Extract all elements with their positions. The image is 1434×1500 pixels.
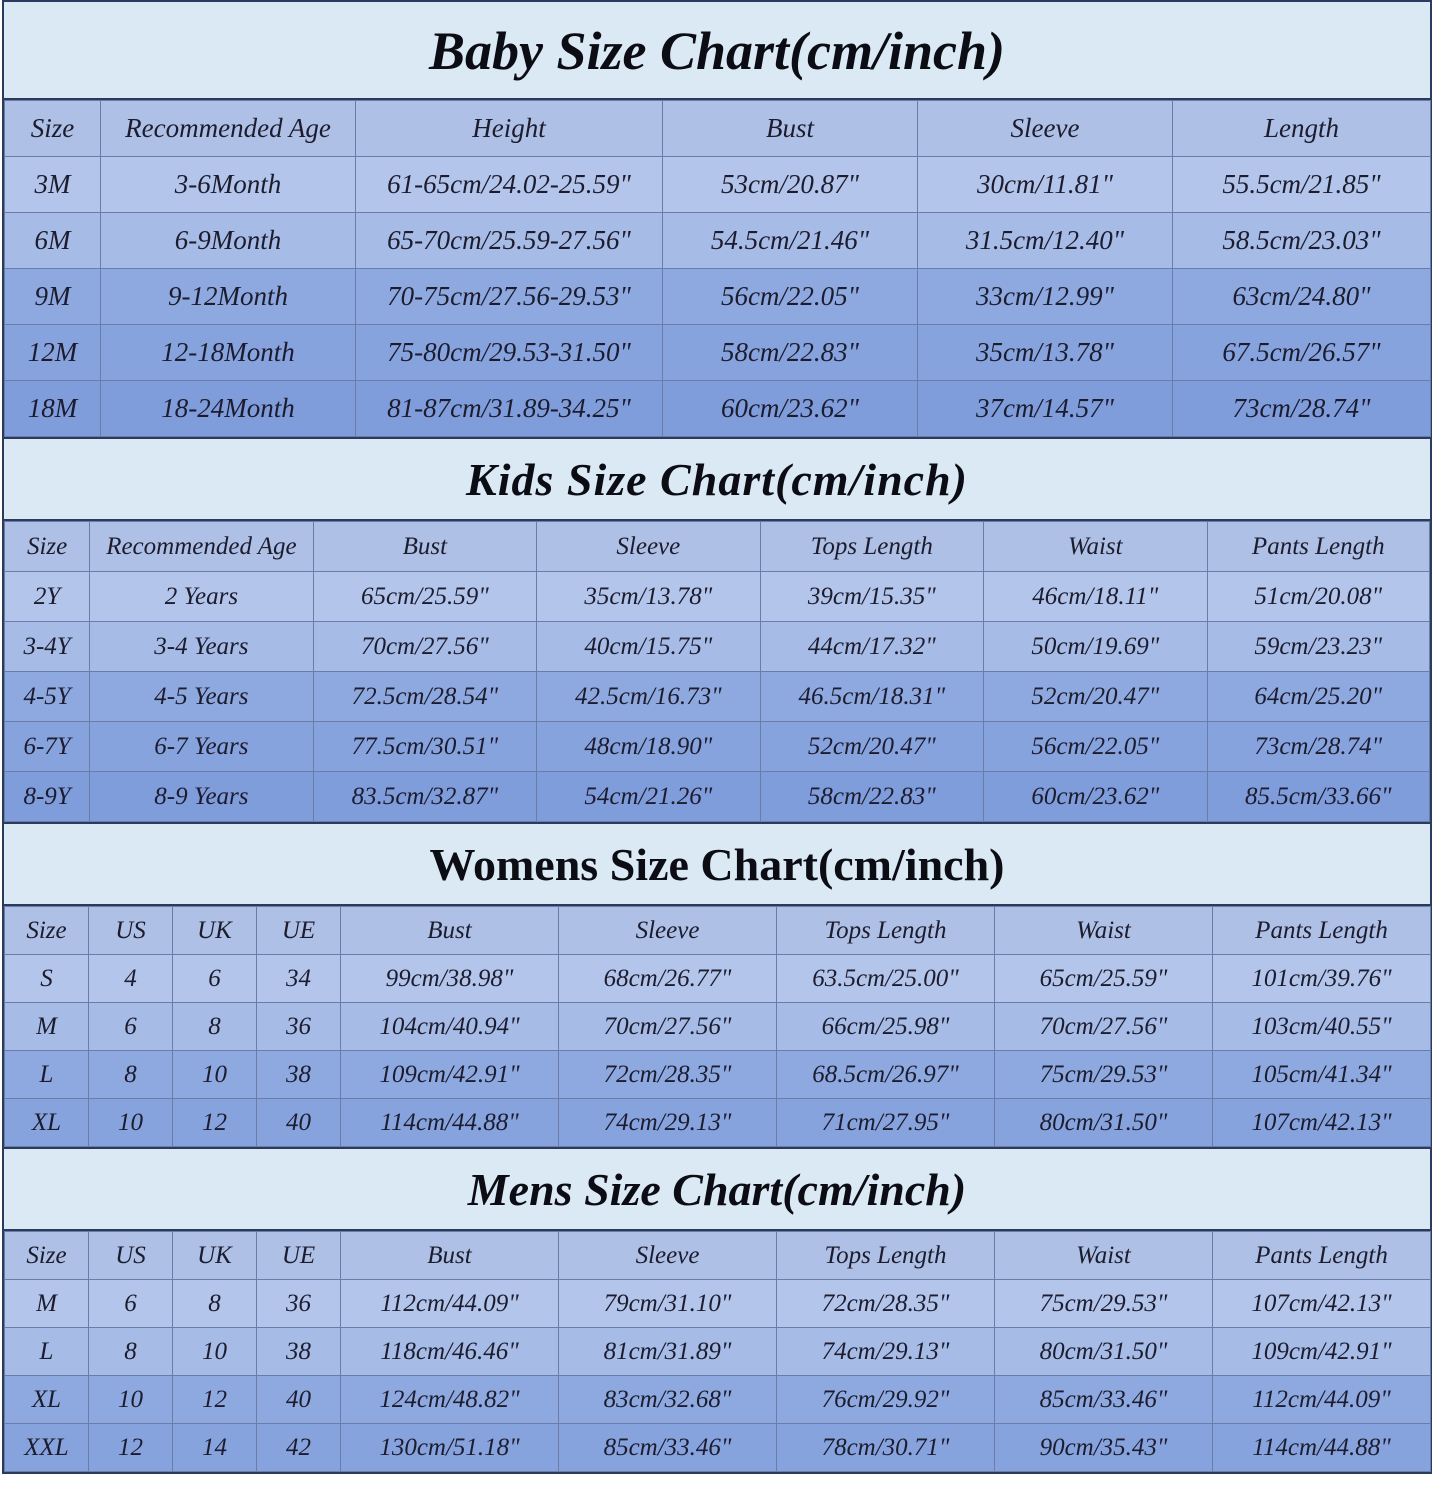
size-cell: L — [5, 1051, 89, 1099]
table-cell: 35cm/13.78" — [918, 325, 1173, 381]
table-row — [5, 157, 1431, 213]
column-header: UK — [173, 907, 257, 955]
table-cell: 3-4 Years — [90, 622, 313, 672]
table-cell: 31.5cm/12.40" — [918, 213, 1173, 269]
table-cell: 10 — [89, 1376, 173, 1424]
table-cell: 103cm/40.55" — [1213, 1003, 1431, 1051]
table-cell: 60cm/23.62" — [984, 772, 1207, 822]
table-row — [5, 1099, 1431, 1147]
column-header: Pants Length — [1207, 522, 1429, 572]
table-cell: 66cm/25.98" — [777, 1003, 995, 1051]
table-cell: 39cm/15.35" — [760, 572, 983, 622]
table-cell: 75cm/29.53" — [995, 1280, 1213, 1328]
column-header: UE — [257, 1232, 341, 1280]
table-cell: 42.5cm/16.73" — [537, 672, 760, 722]
table-cell: 37cm/14.57" — [918, 381, 1173, 437]
size-cell: 3M — [5, 157, 101, 213]
table-cell: 77.5cm/30.51" — [313, 722, 536, 772]
size-cell: 6-7Y — [5, 722, 90, 772]
column-header: US — [89, 907, 173, 955]
column-header: Sleeve — [559, 1232, 777, 1280]
kids-size-chart — [2, 437, 1432, 822]
table-cell: 53cm/20.87" — [663, 157, 918, 213]
table-cell: 8 — [173, 1003, 257, 1051]
table-cell: 40 — [257, 1099, 341, 1147]
table-cell: 81cm/31.89" — [559, 1328, 777, 1376]
table-cell: 72cm/28.35" — [559, 1051, 777, 1099]
table-cell: 112cm/44.09" — [1213, 1376, 1431, 1424]
column-header: Waist — [995, 1232, 1213, 1280]
size-cell: 4-5Y — [5, 672, 90, 722]
table-cell: 70cm/27.56" — [995, 1003, 1213, 1051]
column-header: US — [89, 1232, 173, 1280]
table-cell: 105cm/41.34" — [1213, 1051, 1431, 1099]
table-cell: 33cm/12.99" — [918, 269, 1173, 325]
table-cell: 107cm/42.13" — [1213, 1099, 1431, 1147]
column-header: Tops Length — [777, 1232, 995, 1280]
table-cell: 73cm/28.74" — [1207, 722, 1429, 772]
table-row — [5, 1424, 1431, 1472]
table-cell: 6 — [89, 1280, 173, 1328]
table-cell: 36 — [257, 1003, 341, 1051]
womens-header-row — [5, 907, 1431, 955]
womens-size-chart — [2, 822, 1432, 1147]
column-header: Height — [356, 101, 663, 157]
table-cell: 76cm/29.92" — [777, 1376, 995, 1424]
column-header: Tops Length — [777, 907, 995, 955]
table-cell: 54cm/21.26" — [537, 772, 760, 822]
table-cell: 83.5cm/32.87" — [313, 772, 536, 822]
column-header: Bust — [313, 522, 536, 572]
mens-size-chart — [2, 1147, 1432, 1474]
table-cell: 10 — [173, 1328, 257, 1376]
column-header: Tops Length — [760, 522, 983, 572]
kids-size-table — [4, 521, 1430, 822]
size-cell: L — [5, 1328, 89, 1376]
table-cell: 55.5cm/21.85" — [1173, 157, 1431, 213]
kids-chart-title: Kids Size Chart(cm/inch) — [4, 439, 1430, 521]
mens-header-row — [5, 1232, 1431, 1280]
column-header: Size — [5, 101, 101, 157]
table-cell: 46cm/18.11" — [984, 572, 1207, 622]
table-cell: 52cm/20.47" — [760, 722, 983, 772]
table-cell: 67.5cm/26.57" — [1173, 325, 1431, 381]
column-header: Length — [1173, 101, 1431, 157]
column-header: Size — [5, 1232, 89, 1280]
table-cell: 8 — [173, 1280, 257, 1328]
column-header: Size — [5, 907, 89, 955]
table-cell: 6-7 Years — [90, 722, 313, 772]
table-cell: 18-24Month — [101, 381, 356, 437]
table-cell: 118cm/46.46" — [341, 1328, 559, 1376]
table-row — [5, 1051, 1431, 1099]
size-cell: S — [5, 955, 89, 1003]
table-cell: 52cm/20.47" — [984, 672, 1207, 722]
table-cell: 65cm/25.59" — [313, 572, 536, 622]
table-cell: 2 Years — [90, 572, 313, 622]
table-cell: 79cm/31.10" — [559, 1280, 777, 1328]
size-cell: XL — [5, 1376, 89, 1424]
table-cell: 14 — [173, 1424, 257, 1472]
table-cell: 80cm/31.50" — [995, 1328, 1213, 1376]
table-cell: 10 — [89, 1099, 173, 1147]
table-cell: 48cm/18.90" — [537, 722, 760, 772]
column-header: Sleeve — [918, 101, 1173, 157]
table-cell: 35cm/13.78" — [537, 572, 760, 622]
table-cell: 70cm/27.56" — [559, 1003, 777, 1051]
table-cell: 4-5 Years — [90, 672, 313, 722]
size-cell: 6M — [5, 213, 101, 269]
baby-size-table — [4, 100, 1431, 437]
table-cell: 109cm/42.91" — [341, 1051, 559, 1099]
column-header: Size — [5, 522, 90, 572]
table-cell: 34 — [257, 955, 341, 1003]
table-cell: 56cm/22.05" — [663, 269, 918, 325]
size-cell: M — [5, 1280, 89, 1328]
table-cell: 68cm/26.77" — [559, 955, 777, 1003]
table-cell: 38 — [257, 1051, 341, 1099]
table-cell: 8-9 Years — [90, 772, 313, 822]
size-cell: 8-9Y — [5, 772, 90, 822]
mens-chart-title: Mens Size Chart(cm/inch) — [4, 1149, 1430, 1231]
table-cell: 64cm/25.20" — [1207, 672, 1429, 722]
table-row — [5, 1003, 1431, 1051]
table-row — [5, 1376, 1431, 1424]
table-cell: 85.5cm/33.66" — [1207, 772, 1429, 822]
table-row — [5, 722, 1430, 772]
column-header: Waist — [984, 522, 1207, 572]
table-cell: 10 — [173, 1051, 257, 1099]
table-cell: 99cm/38.98" — [341, 955, 559, 1003]
table-cell: 56cm/22.05" — [984, 722, 1207, 772]
table-cell: 73cm/28.74" — [1173, 381, 1431, 437]
table-cell: 124cm/48.82" — [341, 1376, 559, 1424]
table-cell: 59cm/23.23" — [1207, 622, 1429, 672]
table-cell: 63.5cm/25.00" — [777, 955, 995, 1003]
table-cell: 75-80cm/29.53-31.50" — [356, 325, 663, 381]
table-cell: 90cm/35.43" — [995, 1424, 1213, 1472]
baby-chart-title: Baby Size Chart(cm/inch) — [4, 2, 1430, 100]
table-cell: 71cm/27.95" — [777, 1099, 995, 1147]
table-cell: 85cm/33.46" — [995, 1376, 1213, 1424]
table-cell: 8 — [89, 1328, 173, 1376]
table-cell: 40cm/15.75" — [537, 622, 760, 672]
column-header: Bust — [341, 1232, 559, 1280]
column-header: Pants Length — [1213, 907, 1431, 955]
table-cell: 72cm/28.35" — [777, 1280, 995, 1328]
size-cell: M — [5, 1003, 89, 1051]
table-row — [5, 325, 1431, 381]
table-cell: 6 — [173, 955, 257, 1003]
table-cell: 58cm/22.83" — [760, 772, 983, 822]
table-cell: 65cm/25.59" — [995, 955, 1213, 1003]
table-cell: 12-18Month — [101, 325, 356, 381]
table-cell: 36 — [257, 1280, 341, 1328]
table-cell: 114cm/44.88" — [341, 1099, 559, 1147]
table-cell: 6 — [89, 1003, 173, 1051]
table-row — [5, 1280, 1431, 1328]
table-cell: 3-6Month — [101, 157, 356, 213]
column-header: Recommended Age — [101, 101, 356, 157]
table-row — [5, 572, 1430, 622]
table-cell: 101cm/39.76" — [1213, 955, 1431, 1003]
table-cell: 109cm/42.91" — [1213, 1328, 1431, 1376]
table-row — [5, 622, 1430, 672]
table-cell: 54.5cm/21.46" — [663, 213, 918, 269]
table-cell: 12 — [173, 1376, 257, 1424]
column-header: Pants Length — [1213, 1232, 1431, 1280]
kids-header-row — [5, 522, 1430, 572]
table-cell: 40 — [257, 1376, 341, 1424]
table-cell: 114cm/44.88" — [1213, 1424, 1431, 1472]
table-cell: 78cm/30.71" — [777, 1424, 995, 1472]
table-cell: 70-75cm/27.56-29.53" — [356, 269, 663, 325]
column-header: Waist — [995, 907, 1213, 955]
table-cell: 65-70cm/25.59-27.56" — [356, 213, 663, 269]
size-cell: 18M — [5, 381, 101, 437]
table-cell: 6-9Month — [101, 213, 356, 269]
column-header: UE — [257, 907, 341, 955]
table-cell: 63cm/24.80" — [1173, 269, 1431, 325]
size-cell: 9M — [5, 269, 101, 325]
table-row — [5, 672, 1430, 722]
table-cell: 74cm/29.13" — [777, 1328, 995, 1376]
table-row — [5, 1328, 1431, 1376]
table-cell: 80cm/31.50" — [995, 1099, 1213, 1147]
table-cell: 107cm/42.13" — [1213, 1280, 1431, 1328]
table-cell: 44cm/17.32" — [760, 622, 983, 672]
table-cell: 38 — [257, 1328, 341, 1376]
size-cell: 12M — [5, 325, 101, 381]
table-cell: 61-65cm/24.02-25.59" — [356, 157, 663, 213]
table-cell: 51cm/20.08" — [1207, 572, 1429, 622]
womens-chart-title: Womens Size Chart(cm/inch) — [4, 824, 1430, 906]
table-cell: 30cm/11.81" — [918, 157, 1173, 213]
table-cell: 58cm/22.83" — [663, 325, 918, 381]
table-cell: 9-12Month — [101, 269, 356, 325]
size-cell: 3-4Y — [5, 622, 90, 672]
table-cell: 58.5cm/23.03" — [1173, 213, 1431, 269]
table-row — [5, 381, 1431, 437]
table-cell: 75cm/29.53" — [995, 1051, 1213, 1099]
column-header: UK — [173, 1232, 257, 1280]
table-row — [5, 269, 1431, 325]
table-cell: 85cm/33.46" — [559, 1424, 777, 1472]
column-header: Bust — [341, 907, 559, 955]
table-cell: 83cm/32.68" — [559, 1376, 777, 1424]
mens-size-table — [4, 1231, 1431, 1472]
column-header: Bust — [663, 101, 918, 157]
table-cell: 12 — [173, 1099, 257, 1147]
womens-size-table — [4, 906, 1431, 1147]
table-row — [5, 772, 1430, 822]
table-cell: 70cm/27.56" — [313, 622, 536, 672]
column-header: Sleeve — [537, 522, 760, 572]
table-cell: 4 — [89, 955, 173, 1003]
table-row — [5, 213, 1431, 269]
table-cell: 12 — [89, 1424, 173, 1472]
table-cell: 112cm/44.09" — [341, 1280, 559, 1328]
column-header: Sleeve — [559, 907, 777, 955]
size-cell: XL — [5, 1099, 89, 1147]
baby-header-row — [5, 101, 1431, 157]
table-cell: 8 — [89, 1051, 173, 1099]
size-cell: 2Y — [5, 572, 90, 622]
table-cell: 81-87cm/31.89-34.25" — [356, 381, 663, 437]
size-cell: XXL — [5, 1424, 89, 1472]
table-cell: 104cm/40.94" — [341, 1003, 559, 1051]
table-cell: 72.5cm/28.54" — [313, 672, 536, 722]
table-cell: 42 — [257, 1424, 341, 1472]
table-cell: 46.5cm/18.31" — [760, 672, 983, 722]
baby-size-chart — [2, 0, 1432, 437]
table-cell: 130cm/51.18" — [341, 1424, 559, 1472]
table-row — [5, 955, 1431, 1003]
table-cell: 68.5cm/26.97" — [777, 1051, 995, 1099]
table-cell: 60cm/23.62" — [663, 381, 918, 437]
table-cell: 74cm/29.13" — [559, 1099, 777, 1147]
size-chart-page — [2, 0, 1432, 1474]
column-header: Recommended Age — [90, 522, 313, 572]
table-cell: 50cm/19.69" — [984, 622, 1207, 672]
